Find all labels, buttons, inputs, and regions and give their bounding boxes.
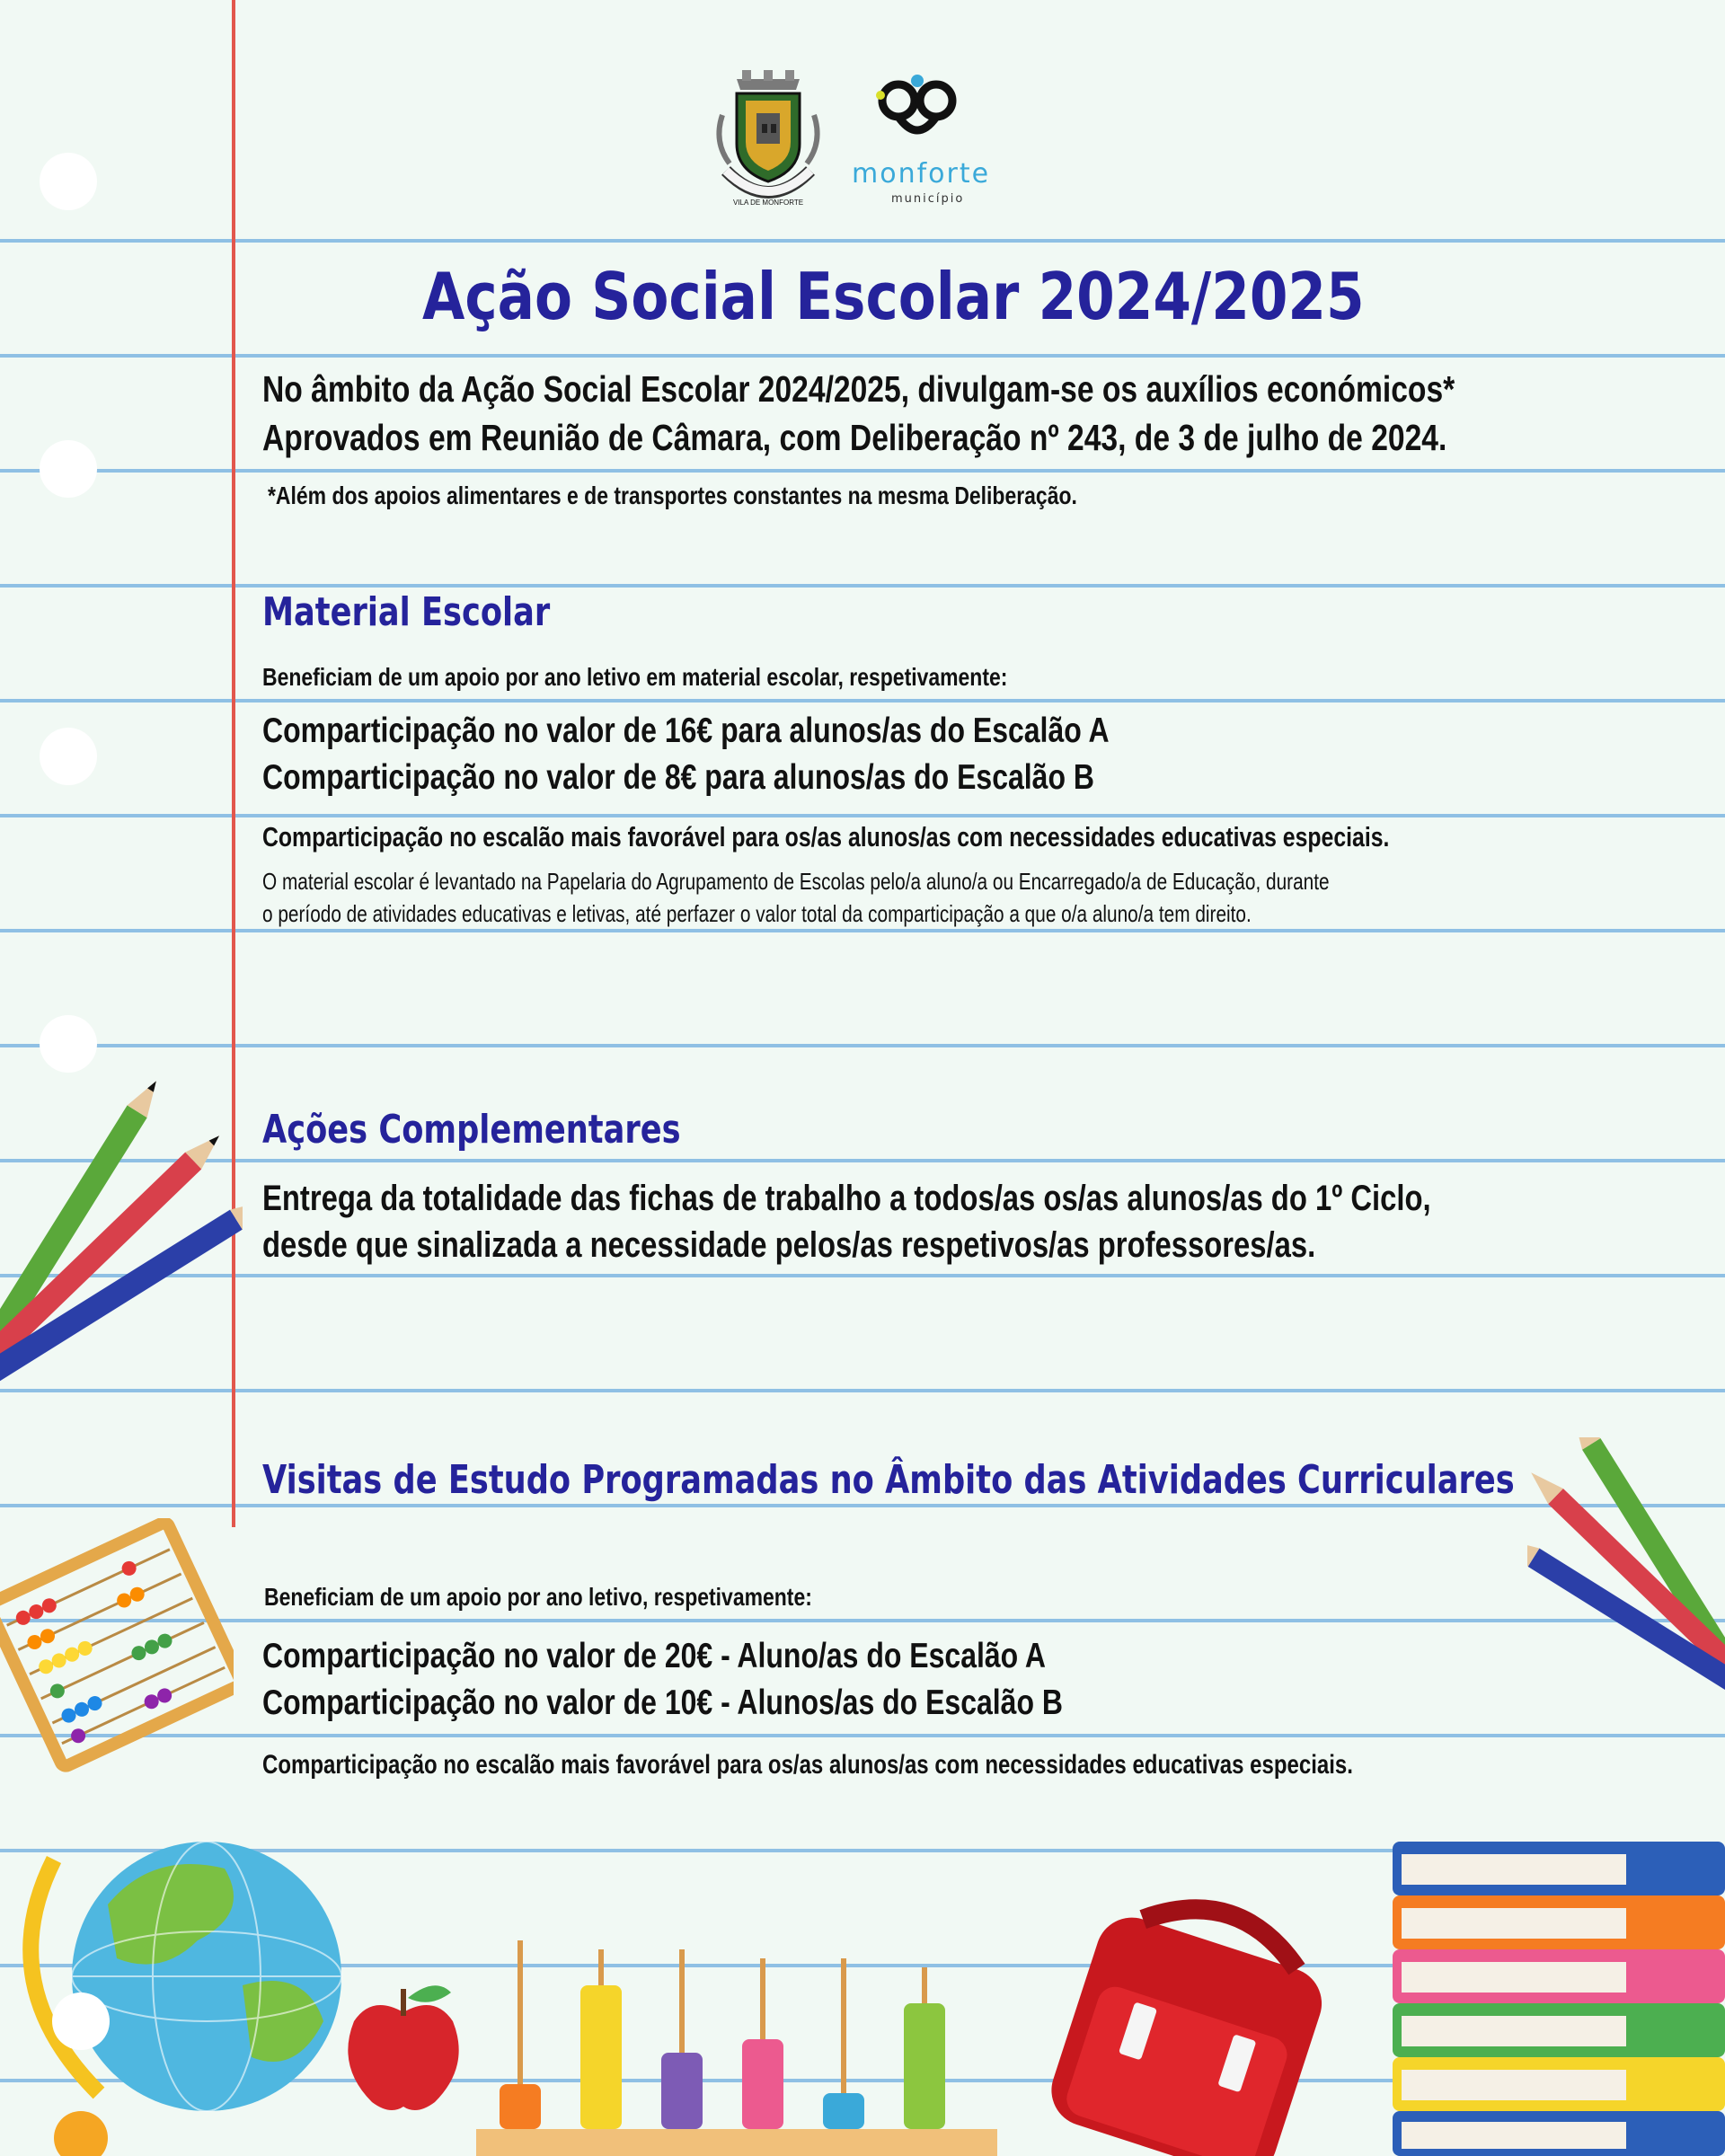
notebook-rule: [0, 1504, 1725, 1507]
complementares-line-2-wrap: [262, 1225, 1547, 1266]
stacking-rings-icon: [467, 1922, 1006, 2156]
notebook-rule: [0, 929, 1725, 932]
binder-hole: [40, 153, 97, 210]
visitas-lead-wrap: [264, 1583, 933, 1612]
material-heading-wrap: [262, 589, 622, 635]
notebook-rule: [0, 1274, 1725, 1277]
visitas-nee-wrap: [262, 1750, 1625, 1780]
visitas-heading-wrap: [262, 1457, 1725, 1503]
notebook-rule: [0, 814, 1725, 817]
visitas-item-a-wrap: [262, 1637, 1217, 1676]
books-icon: [1384, 1824, 1725, 2156]
complementares-line-1-wrap: [262, 1179, 1687, 1219]
material-heading: Material Escolar: [262, 589, 551, 635]
complementares-line-2: desde que sinalizada a necessidade pelos/as respetivos/as professores/as.: [262, 1225, 1316, 1265]
binder-hole: [40, 728, 97, 785]
material-item-b-wrap: [262, 758, 1277, 798]
page-title-wrap: [422, 259, 1531, 334]
notebook-rule: [0, 1159, 1725, 1162]
visitas-item-b: Comparticipação no valor de 10€ - Alunos/as do Escalão B: [262, 1683, 1063, 1722]
material-note-2: o período de atividades educativas e letivas, até perfazer o valor total da comparticipação a que o/a aluno/a tem direito.: [262, 900, 1252, 927]
abacus-icon: [0, 1518, 234, 1779]
material-note-2-wrap: [262, 900, 1499, 928]
intro-line-1: No âmbito da Ação Social Escolar 2024/2025, divulgam-se os auxílios económicos*: [262, 368, 1455, 410]
intro-line-1-wrap: [262, 368, 1717, 411]
notebook-rule: [0, 1734, 1725, 1737]
brand-sub: município: [891, 192, 965, 206]
coat-of-arms-caption: VILA DE MONFORTE: [732, 199, 804, 207]
page-title: Ação Social Escolar 2024/2025: [422, 259, 1365, 334]
notebook-rule: [0, 239, 1725, 243]
monforte-logo-icon: [868, 68, 967, 140]
intro-footnote: *Além dos apoios alimentares e de transportes constantes na mesma Deliberação.: [268, 482, 1077, 509]
globe-icon: [0, 1788, 377, 2156]
intro-line-2-wrap: [262, 417, 1707, 459]
brand-name: monforte: [852, 158, 991, 190]
notebook-rule: [0, 699, 1725, 702]
visitas-heading: Visitas de Estudo Programadas no Âmbito das Atividades Curriculares: [262, 1457, 1515, 1503]
notebook-rule: [0, 469, 1725, 473]
notebook-rule: [0, 1619, 1725, 1622]
notebook-rule: [0, 1389, 1725, 1392]
material-nee-wrap: [262, 821, 1671, 853]
binder-hole: [40, 1015, 97, 1073]
binder-hole: [40, 440, 97, 498]
complementares-heading: Ações Complementares: [262, 1107, 681, 1153]
material-note-1-wrap: [262, 868, 1596, 896]
visitas-item-a: Comparticipação no valor de 20€ - Aluno/as do Escalão A: [262, 1637, 1046, 1675]
notebook-rule: [0, 1044, 1725, 1047]
material-item-a: Comparticipação no valor de 16€ para alunos/as do Escalão A: [262, 711, 1110, 750]
visitas-lead: Beneficiam de um apoio por ano letivo, respetivamente:: [264, 1583, 812, 1611]
coat-of-arms-icon: [710, 70, 827, 214]
notebook-rule: [0, 584, 1725, 588]
material-lead-wrap: [262, 663, 1171, 692]
pencils-icon: [0, 1078, 243, 1437]
intro-line-2: Aprovados em Reunião de Câmara, com Deliberação nº 243, de 3 de julho de 2024.: [262, 417, 1447, 458]
material-item-b: Comparticipação no valor de 8€ para alunos/as do Escalão B: [262, 758, 1094, 797]
intro-footnote-wrap: [268, 482, 1255, 510]
backpack-icon: [1024, 1886, 1366, 2156]
material-lead: Beneficiam de um apoio por ano letivo em material escolar, respetivamente:: [262, 663, 1008, 691]
material-item-a-wrap: [262, 711, 1295, 751]
apple-icon: [336, 1976, 471, 2120]
header-logos: [710, 63, 1015, 216]
material-nee: Comparticipação no escalão mais favorável para os/as alunos/as com necessidades educativas especiais.: [262, 821, 1390, 853]
visitas-nee: Comparticipação no escalão mais favorável para os/as alunos/as com necessidades educativas especiais.: [262, 1750, 1353, 1780]
notebook-rule: [0, 354, 1725, 358]
pencils-icon: [1527, 1437, 1725, 1725]
complementares-line-1: Entrega da totalidade das fichas de trabalho a todos/as os/as alunos/as do 1º Ciclo,: [262, 1179, 1431, 1218]
complementares-heading-wrap: [262, 1107, 785, 1153]
visitas-item-b-wrap: [262, 1683, 1239, 1723]
material-note-1: O material escolar é levantado na Papelaria do Agrupamento de Escolas pelo/a aluno/a ou Encarregado/a de Educação, durante: [262, 868, 1330, 895]
